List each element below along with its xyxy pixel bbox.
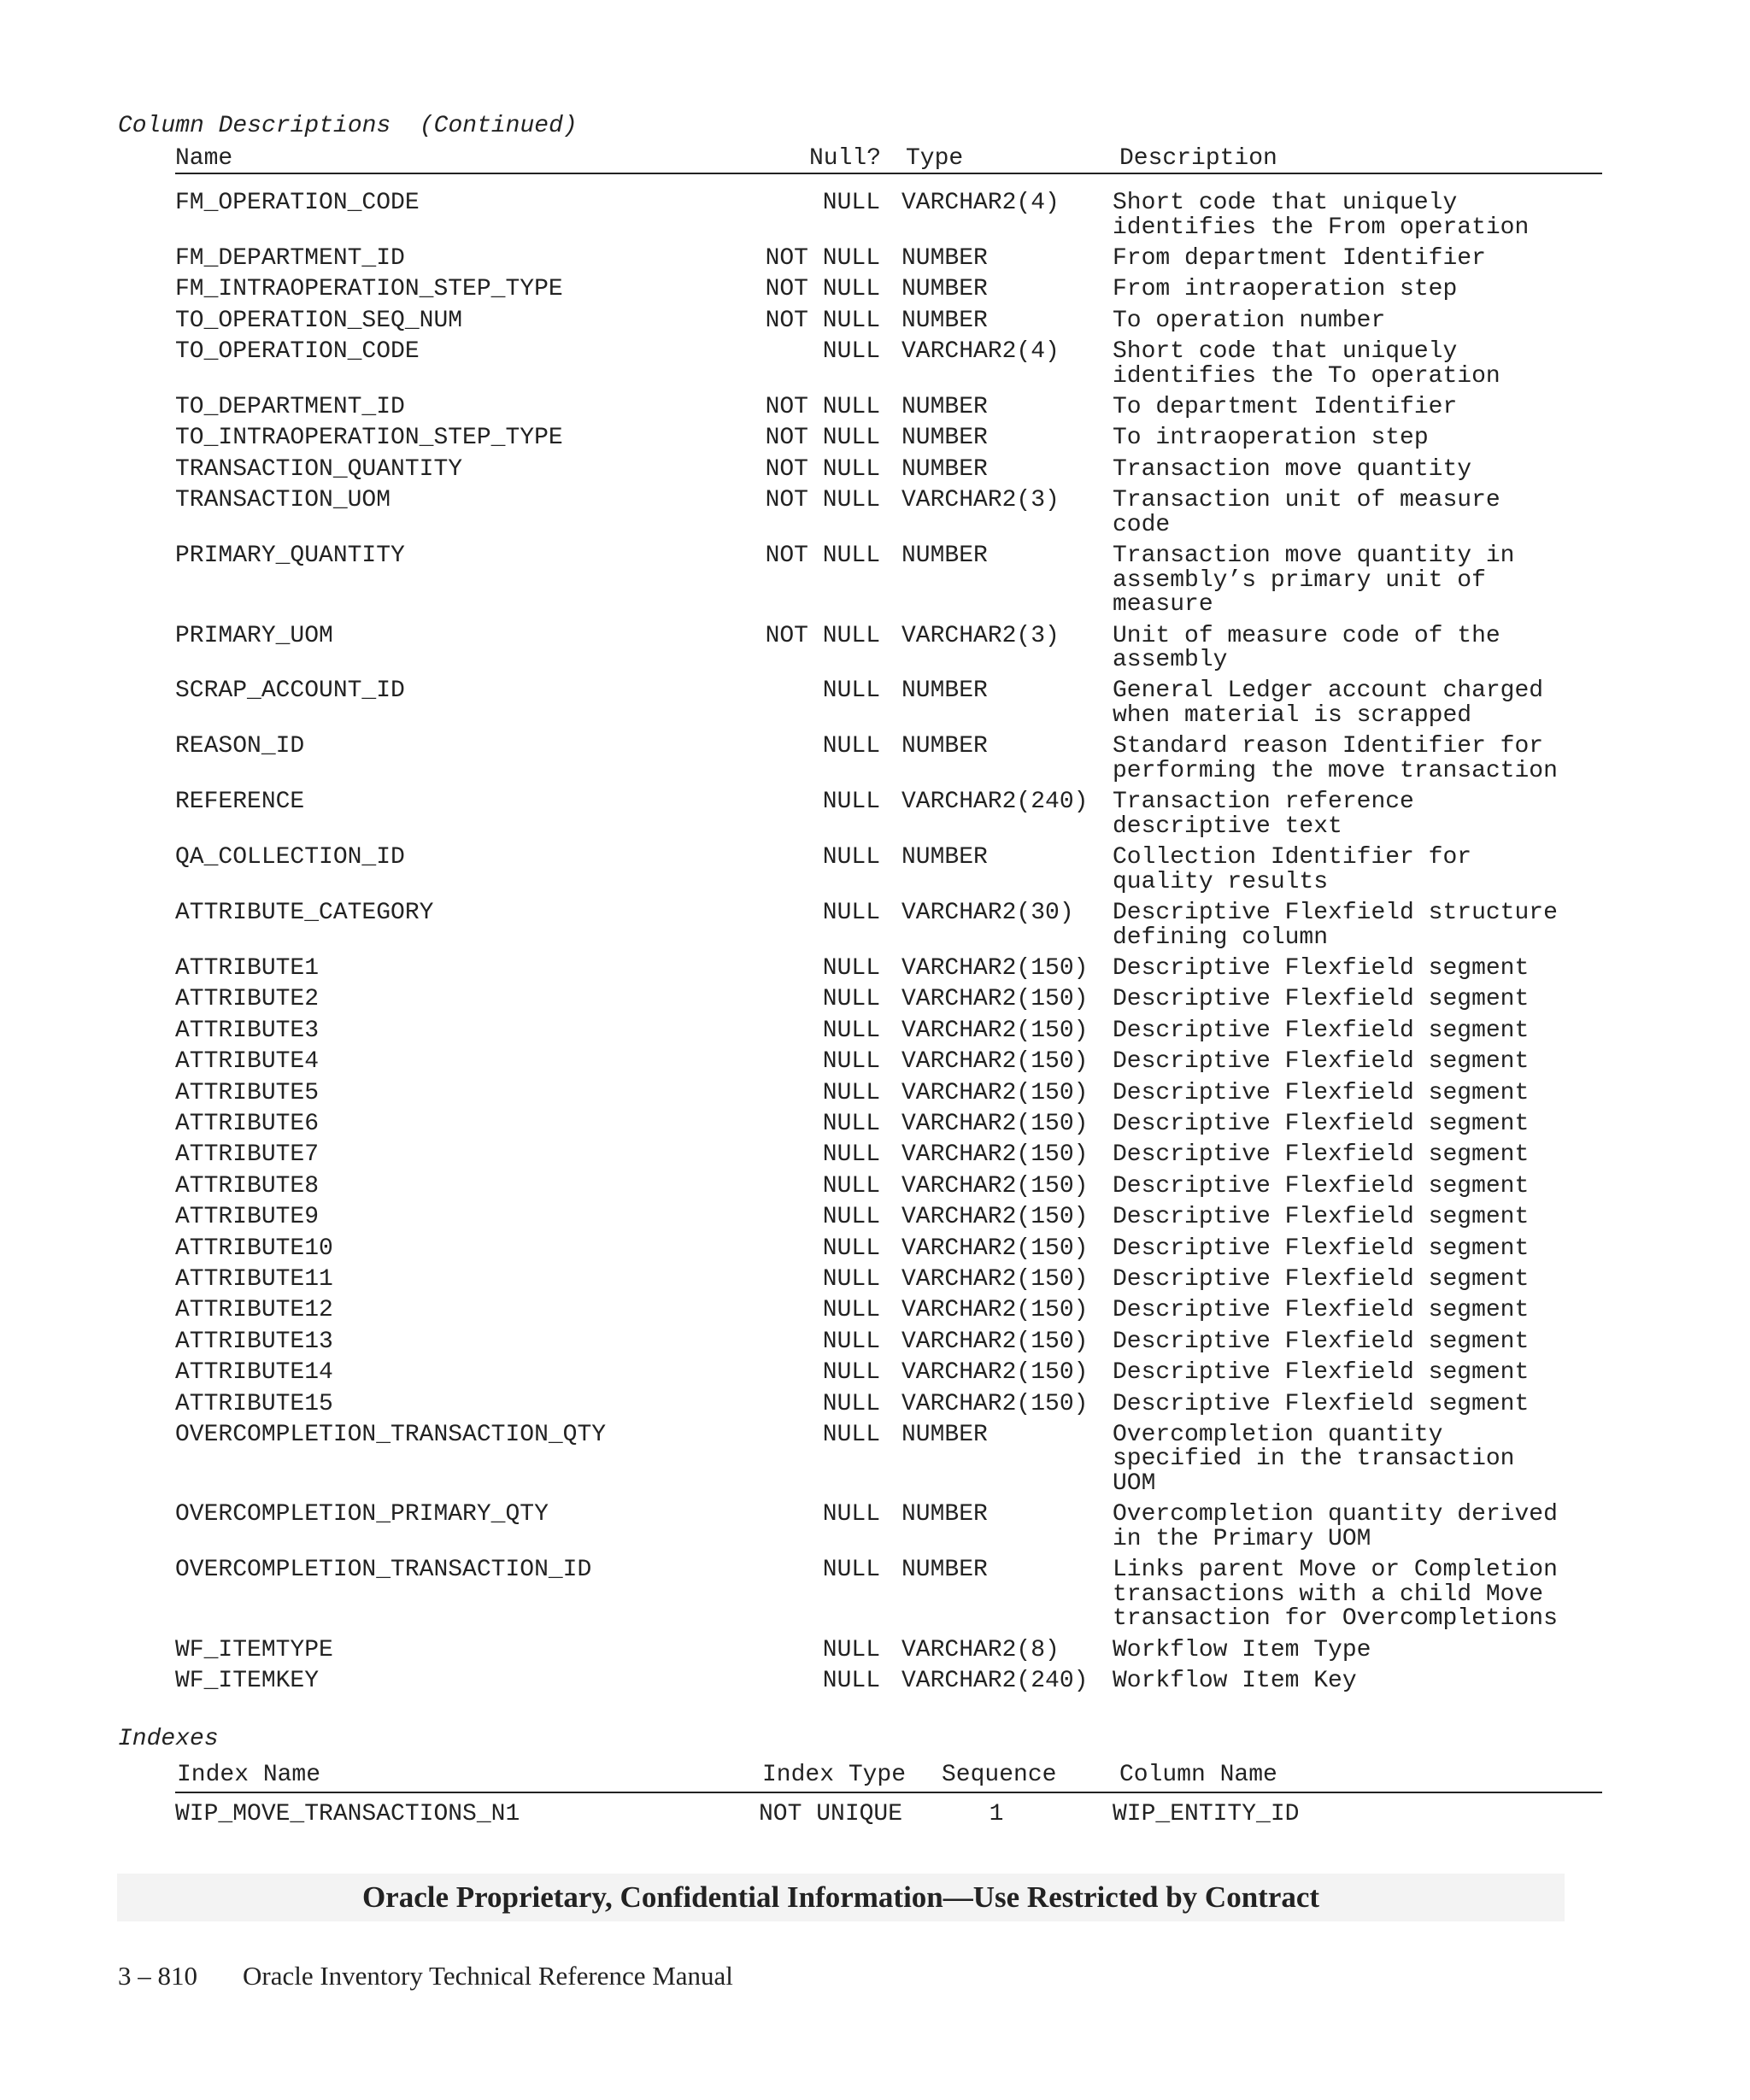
description-cell: Transaction move quantity in assembly’s primary unit of measure	[1113, 543, 1515, 619]
column-name-cell: REASON_ID	[175, 733, 305, 760]
description-cell: To operation number	[1113, 307, 1386, 334]
description-cell: Standard reason Identifier for performing the move transaction	[1113, 733, 1558, 784]
null-cell: NOT NULL	[765, 307, 880, 334]
column-name-cell: WF_ITEMTYPE	[175, 1636, 333, 1663]
description-cell: Workflow Item Type	[1113, 1636, 1371, 1663]
type-cell: VARCHAR2(150)	[901, 986, 1089, 1013]
description-cell: Descriptive Flexfield segment	[1113, 1265, 1530, 1293]
column-name-cell: ATTRIBUTE13	[175, 1328, 333, 1355]
column-name-cell: WF_ITEMKEY	[175, 1668, 320, 1694]
type-cell: VARCHAR2(150)	[901, 1204, 1089, 1231]
null-cell: NULL	[822, 1421, 880, 1448]
description-cell: Descriptive Flexfield segment	[1113, 986, 1530, 1013]
column-name-cell: TO_INTRAOPERATION_STEP_TYPE	[175, 425, 563, 452]
indexes-title: Indexes	[118, 1726, 219, 1752]
description-cell: Unit of measure code of the assembly	[1113, 622, 1500, 673]
banner-text: Oracle Proprietary, Confidential Information––Use Restricted by Contract	[361, 1880, 1320, 1914]
column-descriptions-title: Column Descriptions (Continued)	[118, 113, 578, 139]
null-cell: NULL	[822, 986, 880, 1013]
index-name-cell: WIP_MOVE_TRANSACTIONS_N1	[175, 1801, 520, 1827]
column-name-cell: FM_INTRAOPERATION_STEP_TYPE	[175, 276, 563, 303]
null-cell: NOT NULL	[765, 244, 880, 272]
null-cell: NULL	[822, 1048, 880, 1076]
column-name-cell: ATTRIBUTE4	[175, 1048, 320, 1076]
type-cell: VARCHAR2(150)	[901, 1048, 1089, 1076]
column-name-cell: TO_OPERATION_SEQ_NUM	[175, 307, 463, 334]
column-name-cell: ATTRIBUTE7	[175, 1141, 320, 1169]
column-name-cell: PRIMARY_UOM	[175, 622, 333, 649]
description-cell: Overcompletion quantity derived in the Primary UOM	[1113, 1501, 1558, 1552]
null-cell: NULL	[822, 678, 880, 705]
header-column-name: Column Name	[1119, 1762, 1277, 1788]
header-index-type: Index Type	[762, 1762, 907, 1788]
type-cell: VARCHAR2(150)	[901, 1328, 1089, 1355]
type-cell: NUMBER	[901, 733, 988, 760]
header-name: Name	[175, 145, 233, 172]
null-cell: NULL	[822, 1359, 880, 1387]
type-cell: NUMBER	[901, 1557, 988, 1584]
description-cell: Descriptive Flexfield segment	[1113, 1048, 1530, 1076]
description-cell: Descriptive Flexfield segment	[1113, 1079, 1530, 1106]
column-name-cell: ATTRIBUTE_CATEGORY	[175, 900, 434, 926]
type-cell: VARCHAR2(240)	[901, 789, 1089, 816]
type-cell: VARCHAR2(150)	[901, 1265, 1089, 1293]
description-cell: Descriptive Flexfield segment	[1113, 1297, 1530, 1324]
column-name-cell: ATTRIBUTE8	[175, 1172, 320, 1200]
null-cell: NOT NULL	[765, 543, 880, 570]
column-name-cell: ATTRIBUTE6	[175, 1110, 320, 1137]
type-cell: VARCHAR2(3)	[901, 622, 1060, 649]
column-name-cell: ATTRIBUTE11	[175, 1265, 333, 1293]
header-index-name: Index Name	[177, 1762, 321, 1788]
column-name-cell: ATTRIBUTE1	[175, 954, 320, 982]
type-cell: VARCHAR2(150)	[901, 1297, 1089, 1324]
description-cell: Descriptive Flexfield segment	[1113, 1359, 1530, 1387]
index-type-cell: NOT UNIQUE	[759, 1801, 903, 1827]
column-name-cell: ATTRIBUTE5	[175, 1079, 320, 1106]
type-cell: VARCHAR2(150)	[901, 1017, 1089, 1044]
column-name-cell: ATTRIBUTE10	[175, 1235, 333, 1262]
description-cell: Descriptive Flexfield segment	[1113, 1017, 1530, 1044]
description-cell: Transaction reference descriptive text	[1113, 789, 1414, 840]
column-name-cell: TO_DEPARTMENT_ID	[175, 394, 405, 420]
column-name-cell: PRIMARY_QUANTITY	[175, 543, 405, 570]
description-cell: Descriptive Flexfield segment	[1113, 1204, 1530, 1231]
type-cell: VARCHAR2(30)	[901, 900, 1074, 926]
description-cell: Descriptive Flexfield segment	[1113, 1235, 1530, 1262]
null-cell: NULL	[822, 844, 880, 871]
null-cell: NULL	[822, 1141, 880, 1169]
description-cell: Descriptive Flexfield segment	[1113, 1110, 1530, 1137]
null-cell: NOT NULL	[765, 455, 880, 483]
null-cell: NULL	[822, 1668, 880, 1694]
null-cell: NULL	[822, 1297, 880, 1324]
description-cell: Short code that uniquely identifies the From operation	[1113, 190, 1530, 241]
null-cell: NULL	[822, 1079, 880, 1106]
type-cell: NUMBER	[901, 425, 988, 452]
null-cell: NULL	[822, 900, 880, 926]
description-cell: To intraoperation step	[1113, 425, 1429, 452]
null-cell: NULL	[822, 1557, 880, 1584]
null-cell: NULL	[822, 1110, 880, 1137]
sequence-cell: 1	[989, 1801, 1004, 1827]
header-type: Type	[906, 145, 964, 172]
header-description: Description	[1119, 145, 1277, 172]
null-cell: NULL	[822, 190, 880, 216]
null-cell: NULL	[822, 1235, 880, 1262]
null-cell: NULL	[822, 1328, 880, 1355]
type-cell: VARCHAR2(150)	[901, 1235, 1089, 1262]
type-cell: VARCHAR2(4)	[901, 338, 1060, 366]
type-cell: NUMBER	[901, 394, 988, 420]
type-cell: VARCHAR2(150)	[901, 1172, 1089, 1200]
type-cell: VARCHAR2(150)	[901, 1110, 1089, 1137]
column-name-cell: ATTRIBUTE15	[175, 1390, 333, 1417]
description-cell: From intraoperation step	[1113, 276, 1458, 303]
column-name-cell: ATTRIBUTE12	[175, 1297, 333, 1324]
description-cell: From department Identifier	[1113, 244, 1486, 272]
null-cell: NULL	[822, 1390, 880, 1417]
type-cell: NUMBER	[901, 1501, 988, 1528]
type-cell: NUMBER	[901, 307, 988, 334]
column-name-cell: ATTRIBUTE14	[175, 1359, 333, 1387]
type-cell: VARCHAR2(150)	[901, 1079, 1089, 1106]
column-name-cell: SCRAP_ACCOUNT_ID	[175, 678, 405, 705]
column-name-cell: ATTRIBUTE2	[175, 986, 320, 1013]
type-cell: VARCHAR2(150)	[901, 954, 1089, 982]
column-name-cell: TRANSACTION_UOM	[175, 487, 391, 514]
column-name-cell: ATTRIBUTE9	[175, 1204, 320, 1231]
null-cell: NOT NULL	[765, 425, 880, 452]
type-cell: NUMBER	[901, 844, 988, 871]
description-cell: Descriptive Flexfield segment	[1113, 1141, 1530, 1169]
column-name-cell: OVERCOMPLETION_TRANSACTION_QTY	[175, 1421, 607, 1448]
column-name-cell: OVERCOMPLETION_PRIMARY_QTY	[175, 1501, 549, 1528]
confidentiality-banner	[117, 1874, 1565, 1921]
column-name-cell: TO_OPERATION_CODE	[175, 338, 420, 366]
description-cell: Descriptive Flexfield segment	[1113, 1328, 1530, 1355]
type-cell: VARCHAR2(8)	[901, 1636, 1060, 1663]
null-cell: NULL	[822, 733, 880, 760]
null-cell: NULL	[822, 1265, 880, 1293]
description-cell: General Ledger account charged when material is scrapped	[1113, 678, 1544, 729]
description-cell: Transaction unit of measure code	[1113, 487, 1500, 538]
type-cell: VARCHAR2(150)	[901, 1390, 1089, 1417]
null-cell: NOT NULL	[765, 622, 880, 649]
description-cell: Descriptive Flexfield structure defining column	[1113, 900, 1558, 951]
type-cell: NUMBER	[901, 1421, 988, 1448]
description-cell: Overcompletion quantity specified in the transaction UOM	[1113, 1421, 1515, 1497]
null-cell: NOT NULL	[765, 276, 880, 303]
type-cell: NUMBER	[901, 678, 988, 705]
type-cell: VARCHAR2(3)	[901, 487, 1060, 514]
column-name-cell: FM_OPERATION_CODE	[175, 190, 420, 216]
column-name-cell: WIP_ENTITY_ID	[1113, 1801, 1300, 1827]
type-cell: VARCHAR2(150)	[901, 1141, 1089, 1169]
null-cell: NULL	[822, 1501, 880, 1528]
null-cell: NULL	[822, 789, 880, 816]
column-name-cell: FM_DEPARTMENT_ID	[175, 244, 405, 272]
description-cell: Descriptive Flexfield segment	[1113, 1390, 1530, 1417]
type-cell: VARCHAR2(240)	[901, 1668, 1089, 1694]
null-cell: NULL	[822, 338, 880, 366]
null-cell: NULL	[822, 954, 880, 982]
description-cell: Links parent Move or Completion transactions with a child Move transaction for Overcompletions	[1113, 1557, 1558, 1633]
description-cell: Collection Identifier for quality results	[1113, 844, 1472, 895]
description-cell: To department Identifier	[1113, 394, 1458, 420]
manual-title: Oracle Inventory Technical Reference Manual	[243, 1961, 733, 1991]
column-name-cell: ATTRIBUTE3	[175, 1017, 320, 1044]
description-cell: Transaction move quantity	[1113, 455, 1472, 483]
description-cell: Short code that uniquely identifies the To operation	[1113, 338, 1500, 390]
type-cell: VARCHAR2(4)	[901, 190, 1060, 216]
description-cell: Descriptive Flexfield segment	[1113, 1172, 1530, 1200]
type-cell: NUMBER	[901, 244, 988, 272]
null-cell: NULL	[822, 1017, 880, 1044]
header-null: Null?	[809, 145, 882, 172]
description-cell: Descriptive Flexfield segment	[1113, 954, 1530, 982]
null-cell: NOT NULL	[765, 487, 880, 514]
column-name-cell: QA_COLLECTION_ID	[175, 844, 405, 871]
column-name-cell: REFERENCE	[175, 789, 305, 816]
type-cell: NUMBER	[901, 455, 988, 483]
null-cell: NOT NULL	[765, 394, 880, 420]
page-number: 3 – 810	[118, 1961, 197, 1991]
null-cell: NULL	[822, 1636, 880, 1663]
column-name-cell: TRANSACTION_QUANTITY	[175, 455, 463, 483]
index-header-rule	[175, 1792, 1602, 1793]
null-cell: NULL	[822, 1172, 880, 1200]
null-cell: NULL	[822, 1204, 880, 1231]
header-sequence: Sequence	[942, 1762, 1057, 1788]
description-cell: Workflow Item Key	[1113, 1668, 1357, 1694]
type-cell: NUMBER	[901, 276, 988, 303]
column-name-cell: OVERCOMPLETION_TRANSACTION_ID	[175, 1557, 592, 1584]
type-cell: NUMBER	[901, 543, 988, 570]
column-header-rule	[175, 173, 1602, 174]
type-cell: VARCHAR2(150)	[901, 1359, 1089, 1387]
